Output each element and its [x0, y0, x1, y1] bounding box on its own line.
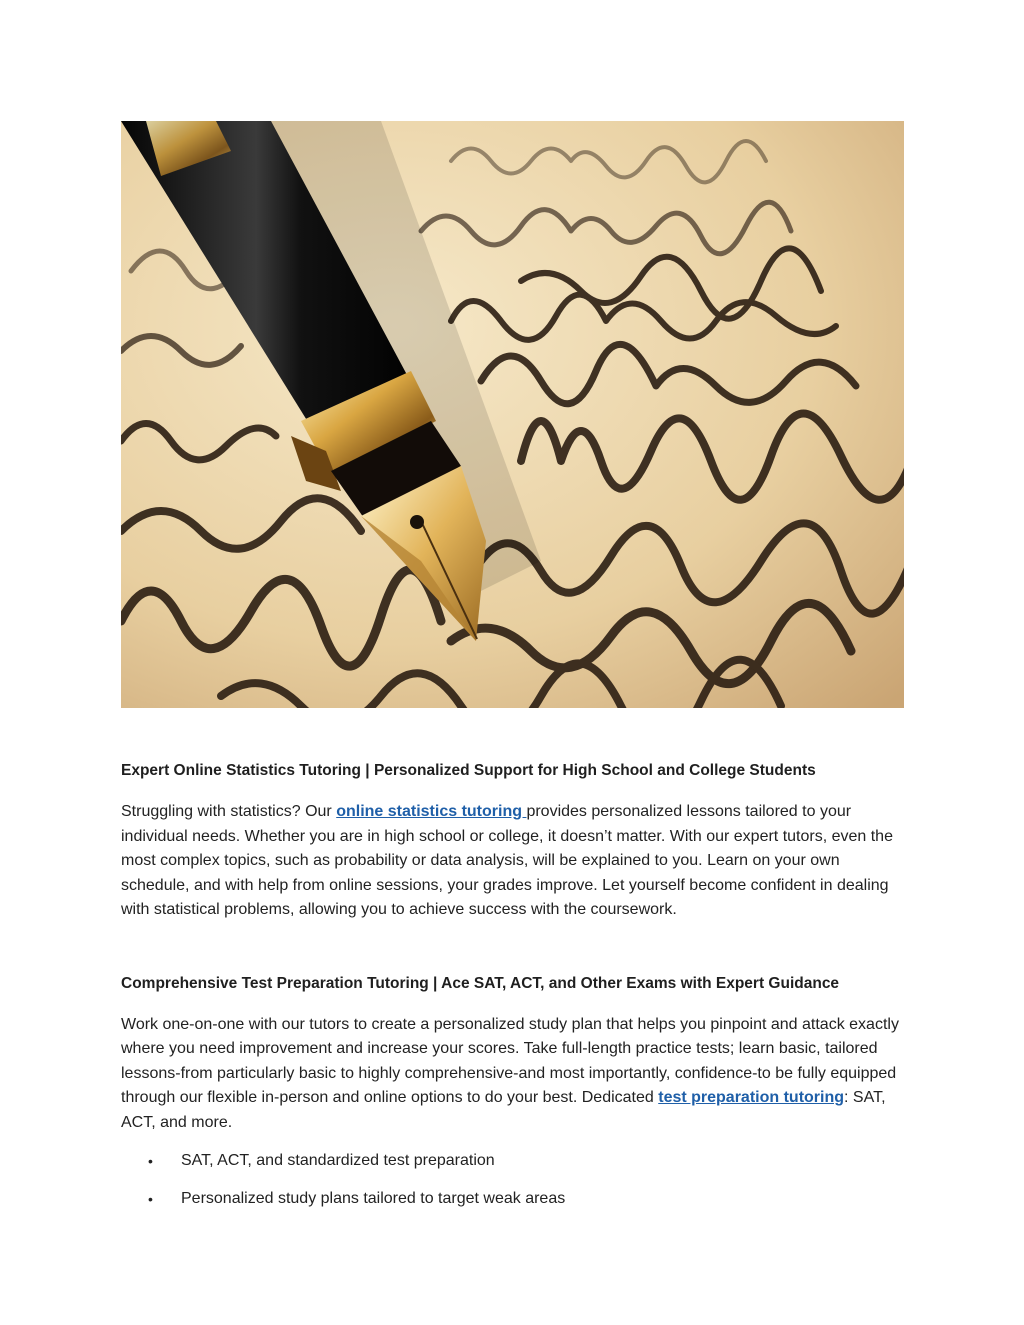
list-item	[121, 1149, 911, 1173]
section-test-prep	[121, 973, 911, 1212]
list-item	[121, 1187, 911, 1211]
paragraph-text: Work one-on-one with our tutors to create a personalized study plan that helps you pinpoint and attack exactly where you need improvement and increase your scores. Take full-length practice tests; learn basic, tailored lessons-from particularly basic to highly comprehensive-and most importantly, confidence-to be fully equipped through our flexible in-person and online options to do your best. Dedicated	[121, 1015, 899, 1106]
paragraph-text: Struggling with statistics? Our	[121, 803, 337, 820]
fountain-pen-illustration	[121, 121, 904, 708]
hero-image	[121, 121, 904, 708]
section-heading-test-prep: Comprehensive Test Preparation Tutoring | Ace SAT, ACT, and Other Exams with Expert Guidance	[121, 974, 840, 992]
paragraph-text: : SAT, ACT, and more.	[121, 1089, 886, 1131]
section-heading-statistics: Expert Online Statistics Tutoring | Personalized Support for High School and College Students	[121, 762, 816, 779]
bullet-list	[121, 1149, 911, 1211]
online-statistics-tutoring-link[interactable]: online statistics tutoring	[336, 803, 527, 820]
section-paragraph-test-prep	[121, 1013, 911, 1136]
paragraph-text: provides personalized lessons tailored to your individual needs. Whether you are in high school or college, it doesn’t matter. With our expert tutors, even the most complex topics, such as probability or data analysis, will be explained to you. Learn on your own schedule, and with help from online sessions, your grades improve. Let yourself become confident in dealing with statistical problems, allowing you to achieve success with the coursework.	[121, 803, 893, 918]
bullet-icon: •	[148, 1153, 153, 1169]
bullet-icon: •	[148, 1191, 153, 1207]
list-item-text: SAT, ACT, and standardized test preparation	[181, 1152, 495, 1169]
section-paragraph-statistics	[121, 800, 911, 923]
list-item-text: Personalized study plans tailored to target weak areas	[181, 1190, 566, 1207]
article-body	[121, 760, 911, 1225]
test-preparation-tutoring-link[interactable]: test preparation tutoring	[658, 1089, 845, 1106]
